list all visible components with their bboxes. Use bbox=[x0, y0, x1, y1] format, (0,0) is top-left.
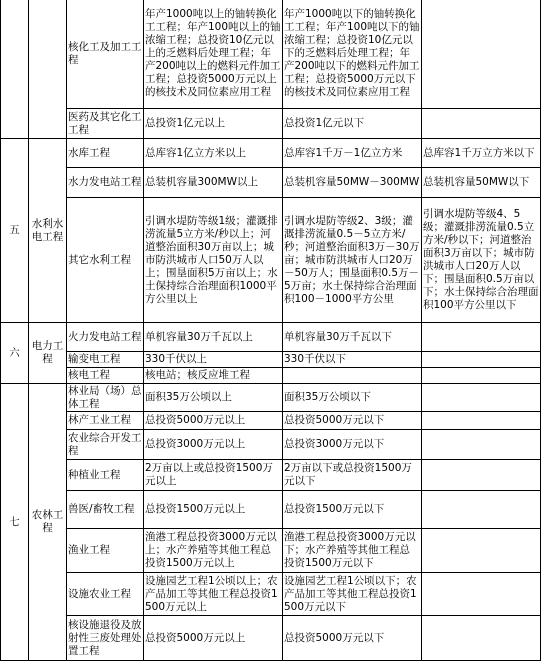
grade-a-criteria: 设施园艺工程1公顷以上；农产品加工等其他工程总投资1500万元以上 bbox=[144, 573, 283, 616]
grade-b-criteria: 渔港工程总投资3000万元以下；水产养殖等其他工程总投资1500万元以下 bbox=[283, 529, 422, 573]
grade-c-criteria bbox=[422, 412, 541, 430]
project-name: 种植业工程 bbox=[67, 460, 144, 491]
grade-c-criteria bbox=[422, 460, 541, 491]
project-name: 渔业工程 bbox=[67, 529, 144, 573]
table-row bbox=[1, 491, 541, 529]
grade-b-criteria: 总投资1500万元以下 bbox=[283, 491, 422, 529]
grade-a-criteria: 总装机容量300MW以上 bbox=[144, 168, 283, 198]
grade-a-criteria: 年产1000吨以上的铀转换化工工程；年产100吨以上的铀浓缩工程；总投资10亿元以上的乏燃料后处理工程；年产200吨以上的燃料元件加工工程；总投资5000万元以上的核技术及同位素应用工程 bbox=[144, 0, 283, 109]
grade-b-criteria bbox=[283, 368, 422, 384]
grade-c-criteria: 总库容1千万立方米以下 bbox=[422, 139, 541, 168]
category-name: 电力工程 bbox=[29, 323, 67, 384]
grade-a-criteria: 2万亩以上或总投资1500万元以上 bbox=[144, 460, 283, 491]
section-number bbox=[1, 0, 29, 139]
grade-b-criteria: 设施园艺工程1公顷以下；农产品加工等其他工程总投资1500万元以下 bbox=[283, 573, 422, 616]
grade-b-criteria: 总装机容量50MW－300MW bbox=[283, 168, 422, 198]
grade-c-criteria bbox=[422, 430, 541, 460]
grade-b-criteria: 总库容1千万－1亿立方米 bbox=[283, 139, 422, 168]
grade-c-criteria bbox=[422, 529, 541, 573]
grade-c-criteria bbox=[422, 368, 541, 384]
grade-a-criteria: 总库容1亿立方米以上 bbox=[144, 139, 283, 168]
grade-b-criteria: 引调水堤防等级2、3级；灌溉排涝流量0.5－5立方米/秒；河道整治面积3万－30万亩；城市防洪城市人口20万－50万人；围垦面积0.5万－5万亩；水土保持综合治理面积100－1000平方公里 bbox=[283, 198, 422, 323]
table-row bbox=[1, 168, 541, 198]
grade-a-criteria: 核电站；核反应堆工程 bbox=[144, 368, 283, 384]
grade-c-criteria bbox=[422, 491, 541, 529]
grade-c-criteria bbox=[422, 0, 541, 109]
grade-a-criteria: 总投资5000万元以上 bbox=[144, 616, 283, 661]
grade-c-criteria bbox=[422, 384, 541, 412]
grade-b-criteria: 2万亩以下或总投资1500万元以下 bbox=[283, 460, 422, 491]
project-name: 输变电工程 bbox=[67, 352, 144, 368]
grade-b-criteria: 年产1000吨以下的铀转换化工工程；年产100吨以下的铀浓缩工程；总投资10亿元以下的乏燃料后处理工程；年产200吨以下的燃料元件加工工程；总投资5000万元以下的核技术及同位素应用工程 bbox=[283, 0, 422, 109]
category-name: 水利水电工程 bbox=[29, 139, 67, 323]
grade-c-criteria bbox=[422, 352, 541, 368]
grade-b-criteria: 面积35万公顷以下 bbox=[283, 384, 422, 412]
table-row bbox=[1, 0, 541, 109]
grade-a-criteria: 渔港工程总投资3000万元以上；水产养殖等其他工程总投资1500万元以上 bbox=[144, 529, 283, 573]
project-name: 设施农业工程 bbox=[67, 573, 144, 616]
table-row bbox=[1, 198, 541, 323]
grade-a-criteria: 引调水堤防等级1级；灌溉排涝流量5立方米/秒以上；河道整治面积30万亩以上；城市防洪城市人口50万人以上；围垦面积5万亩以上；水土保持综合治理面积1000平方公里以上 bbox=[144, 198, 283, 323]
category-name: 农林工程 bbox=[29, 384, 67, 661]
section-number: 五 bbox=[1, 139, 29, 323]
grade-a-criteria: 单机容量30万千瓦以上 bbox=[144, 323, 283, 352]
table-row bbox=[1, 323, 541, 352]
grade-b-criteria: 330千伏以下 bbox=[283, 352, 422, 368]
project-name: 医药及其它化工工程 bbox=[67, 109, 144, 139]
project-name: 水力发电站工程 bbox=[67, 168, 144, 198]
grade-b-criteria: 单机容量30万千瓦以下 bbox=[283, 323, 422, 352]
grade-a-criteria: 330千伏以上 bbox=[144, 352, 283, 368]
table-row bbox=[1, 616, 541, 661]
grade-b-criteria: 总投资1亿元以下 bbox=[283, 109, 422, 139]
grade-a-criteria: 面积35万公顷以上 bbox=[144, 384, 283, 412]
grade-c-criteria bbox=[422, 573, 541, 616]
project-name: 兽医/畜牧工程 bbox=[67, 491, 144, 529]
grade-a-criteria: 总投资3000万元以上 bbox=[144, 430, 283, 460]
grade-a-criteria: 总投资1亿元以上 bbox=[144, 109, 283, 139]
project-name: 核电工程 bbox=[67, 368, 144, 384]
table-row bbox=[1, 573, 541, 616]
table-row bbox=[1, 109, 541, 139]
grade-c-criteria bbox=[422, 323, 541, 352]
table-row bbox=[1, 352, 541, 368]
project-name: 水库工程 bbox=[67, 139, 144, 168]
table-row bbox=[1, 529, 541, 573]
project-name: 林业局（场）总体工程 bbox=[68, 384, 142, 410]
table-row bbox=[1, 384, 541, 412]
project-name: 核化工及加工工程 bbox=[67, 0, 144, 109]
grade-b-criteria: 总投资3000万元以下 bbox=[283, 430, 422, 460]
table-row bbox=[1, 368, 541, 384]
project-name: 火力发电站工程 bbox=[67, 323, 144, 352]
category-name bbox=[29, 0, 67, 139]
grade-c-criteria: 总装机容量50MW以下 bbox=[422, 168, 541, 198]
project-name: 农业综合开发工程 bbox=[67, 430, 144, 460]
project-name: 其它水利工程 bbox=[67, 198, 144, 323]
project-name: 林产工业工程 bbox=[67, 412, 144, 430]
table-row bbox=[1, 139, 541, 168]
section-number: 六 bbox=[1, 323, 29, 384]
grade-b-criteria: 总投资5000万元以下 bbox=[283, 412, 422, 430]
grade-a-criteria: 总投资5000万元以上 bbox=[144, 412, 283, 430]
grade-c-criteria bbox=[422, 109, 541, 139]
grade-c-criteria: 引调水堤防等级4、5级；灌溉排涝流量0.5立方米/秒以下；河道整治面积3万亩以下；城市防洪城市人口20万人以下；围垦面积0.5万亩以下；水土保持综合治理面积100平方公里以下 bbox=[422, 198, 541, 323]
project-name: 核设施退役及放射性三废处理处置工程 bbox=[67, 616, 144, 661]
table-row bbox=[1, 412, 541, 430]
grade-a-criteria: 总投资1500万元以上 bbox=[144, 491, 283, 529]
table-row bbox=[1, 430, 541, 460]
table-row bbox=[1, 460, 541, 491]
grade-b-criteria: 总投资5000万元以下 bbox=[283, 616, 422, 661]
section-number: 七 bbox=[1, 384, 29, 661]
grade-c-criteria bbox=[422, 616, 541, 661]
